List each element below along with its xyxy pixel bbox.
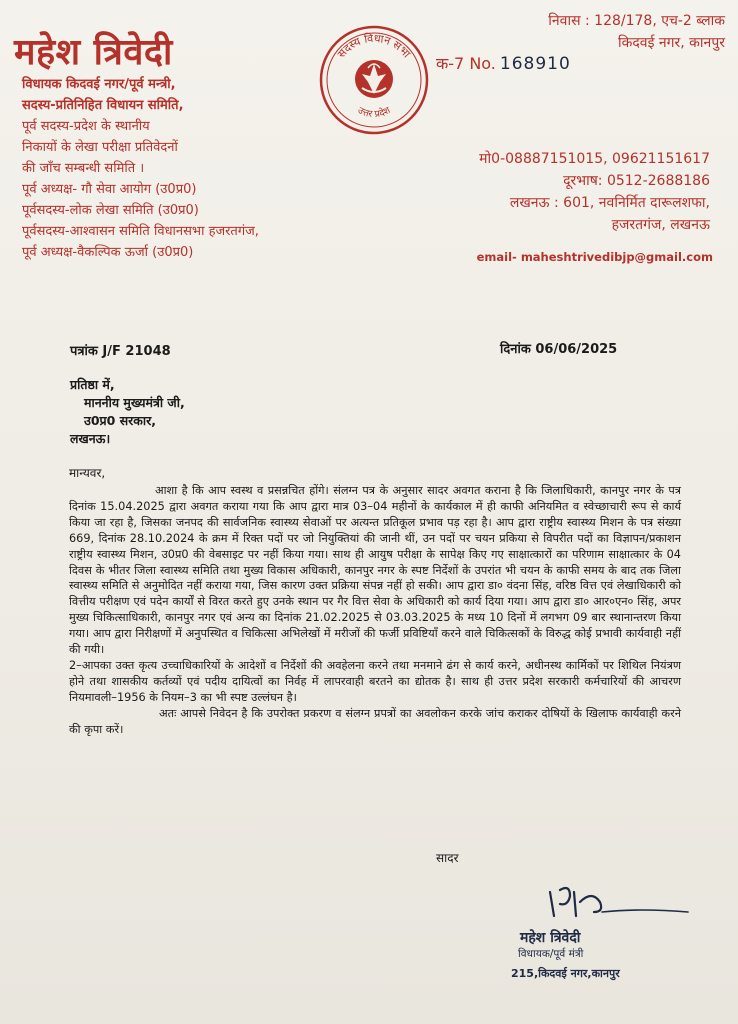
designations-list — [22, 74, 322, 263]
letter-date: दिनांक 06/06/2025 — [500, 342, 618, 357]
lucknow-address-line: हजरतगंज, लखनऊ — [611, 217, 710, 233]
seal-bottom-text: उत्तर प्रदेश — [355, 104, 393, 121]
recipient-address — [70, 376, 185, 448]
letter-reference: पत्रांक J/F 21048 — [70, 344, 171, 359]
mobile-numbers: मो0-08887151015, 09621151617 — [479, 151, 710, 167]
letterhead-ref — [436, 52, 571, 74]
ref-prefix: क-7 No. — [436, 54, 496, 73]
paragraph-1: आशा है कि आप स्वस्थ व प्रसन्नचित होंगे। संलग्न पत्र के अनुसार सादर अवगत कराना है कि जिलाधिकारी, कानपुर नगर के पत्र दिनांक 15.04.2025 द्वारा अवगत कराया गया कि आप द्वारा मात्र 03–04 महीनों के कार्यकाल में ही काफी अनियमित व स्वेच्छाचारी रूप से कार्य किया जा रहा है, जिसका जनपद की सार्वजनिक स्वास्थ्य सेवाओं पर अत्यन्त प्रतिकूल प्रभाव पड़ रहा है। आप द्वारा राष्ट्रीय स्वास्थ्य मिशन के पत्र संख्या 669, दिनांक 28.10.2024 के क्रम में रिक्त पदों पर जो नियुक्तियां की जानी थीं, उन पदों पर चयन प्रकिया से विपरीत पदों का विज्ञापन/प्रकाशन राष्ट्रीय स्वास्थ्य मिशन, उ0प्र0 की वेबसाइट पर नहीं किया गया। साथ ही आयुष परीक्षा के सापेक्ष किए गए साक्षात्कारों का परिणाम साक्षात्कार के 04 दिवस के भीतर जिला स्वास्थ्य समिति तथा मुख्य विकास अधिकारी, कानपुर नगर के स्पष्ट निर्देशों के उपरांत भी चयन के काफी समय के बाद तक जिला स्वास्थ्य समिति से अनुमोदित नहीं कराया गया, जिस कारण उक्त प्रक्रिया संपन्न नहीं हो सकी। आप द्वारा डा० वंदना सिंह, वरिष्ठ वित्त एवं लेखाधिकारी को वित्तीय परीक्षण एवं पदेन कार्यों से विरत करते हुए उनके स्थान पर गैर वित्त सेवा के अधिकारी को कार्य दिया गया। आप द्वारा डा० आर०एन० सिंह, अपर मुख्य चिकित्साधिकारी, कानपुर नगर एवं अन्य का दिनांक 21.02.2025 से 03.03.2025 के मध्य 10 दिनों में लगभग 09 बार स्थानान्तरण किया गया। आप द्वारा निरीक्षणों में अनुपस्थित व चिकित्सा अभिलेखों में मरीजों की फर्जी प्रविष्टियाँ करने वाले चिकित्सकों के विरुद्ध कोई प्रभावी कार्यवाही नहीं की गयी। — [69, 484, 681, 657]
residence-line: निवास : 128/178, एच-2 ब्लाक — [548, 13, 725, 29]
address-line: माननीय मुख्यमंत्री जी, — [84, 395, 185, 410]
designation-line: पूर्व सदस्य-प्रदेश के स्थानीय — [22, 119, 150, 134]
ref-number: 168910 — [499, 54, 571, 74]
svg-text:उत्तर प्रदेश — [356, 105, 393, 120]
closing: सादर — [436, 851, 459, 865]
letterhead-name: महेश त्रिवेदी — [14, 32, 173, 73]
paragraph-3: अतः आपसे निवेदन है कि उपरोक्त प्रकरण व संलग्न प्रपत्रों का अवलोकन करके जांच कराकर दोषियों के खिलाफ कार्यवाही करने की कृपा करें। — [69, 706, 681, 736]
address-line: उ0प्र0 सरकार, — [84, 413, 156, 428]
address-line: लखनऊ। — [70, 431, 111, 446]
contact-block — [420, 148, 710, 236]
designation-line: पूर्वसदस्य-लोक लेखा समिति (उ0प्र0) — [22, 203, 199, 218]
signatory-address: 215,किदवई नगर,कानपुर — [511, 967, 620, 980]
designation-line: पूर्व अध्यक्ष-वैकल्पिक ऊर्जा (उ0प्र0) — [22, 245, 194, 260]
paragraph-2: 2–आपका उक्त कृत्य उच्चाधिकारियों के आदेशों व निर्देशों की अवहेलना करने तथा मनमाने ढंग से कार्य करने, अधीनस्थ कार्मिकों पर शिथिल नियंत्रण होने तथा शासकीय कर्तव्यों एवं पदीय दायित्वों का निर्वह में लापरवाही बरतने का द्योतक है। साथ ही उत्तर प्रदेश सरकारी कर्मचारियों की आचरण नियमावली–1956 के नियम–3 का भी स्पष्ट उल्लंघन है। — [69, 658, 681, 704]
letter-body — [69, 483, 681, 738]
designation-line: पूर्वसदस्य-आश्वासन समिति विधानसभा हजरतगंज, — [22, 224, 259, 239]
designation-line: सदस्य-प्रतिनिहित विधायन समिति, — [22, 98, 184, 113]
address-line: प्रतिष्ठा में, — [70, 377, 115, 392]
designation-line: निकायों के लेखा परीक्षा प्रतिवेदनों — [22, 140, 178, 155]
designation-line: पूर्व अध्यक्ष- गौ सेवा आयोग (उ0प्र0) — [22, 182, 197, 197]
lucknow-address-line: लखनऊ : 601, नवनिर्मित दारूलशफा, — [509, 195, 710, 211]
phone-number: दूरभाष: 0512-2688186 — [563, 173, 710, 189]
residence-address — [430, 10, 725, 54]
email-address: email- maheshtrivedibjp@gmail.com — [476, 250, 713, 264]
signatory-name: महेश त्रिवेदी — [520, 930, 581, 946]
seal-top-text: सदस्य विधान सभा — [334, 31, 414, 61]
designation-line: विधायक किदवई नगर/पूर्व मन्त्री, — [22, 77, 176, 92]
residence-line: किदवई नगर, कानपुर — [617, 35, 725, 51]
signatory-title: विधायक/पूर्व मंत्री — [518, 948, 584, 960]
handwritten-signature — [540, 882, 690, 928]
salutation: मान्यवर, — [69, 466, 106, 480]
designation-line: की जाँच सम्बन्धी समिति । — [22, 161, 145, 176]
assembly-seal — [318, 24, 430, 136]
